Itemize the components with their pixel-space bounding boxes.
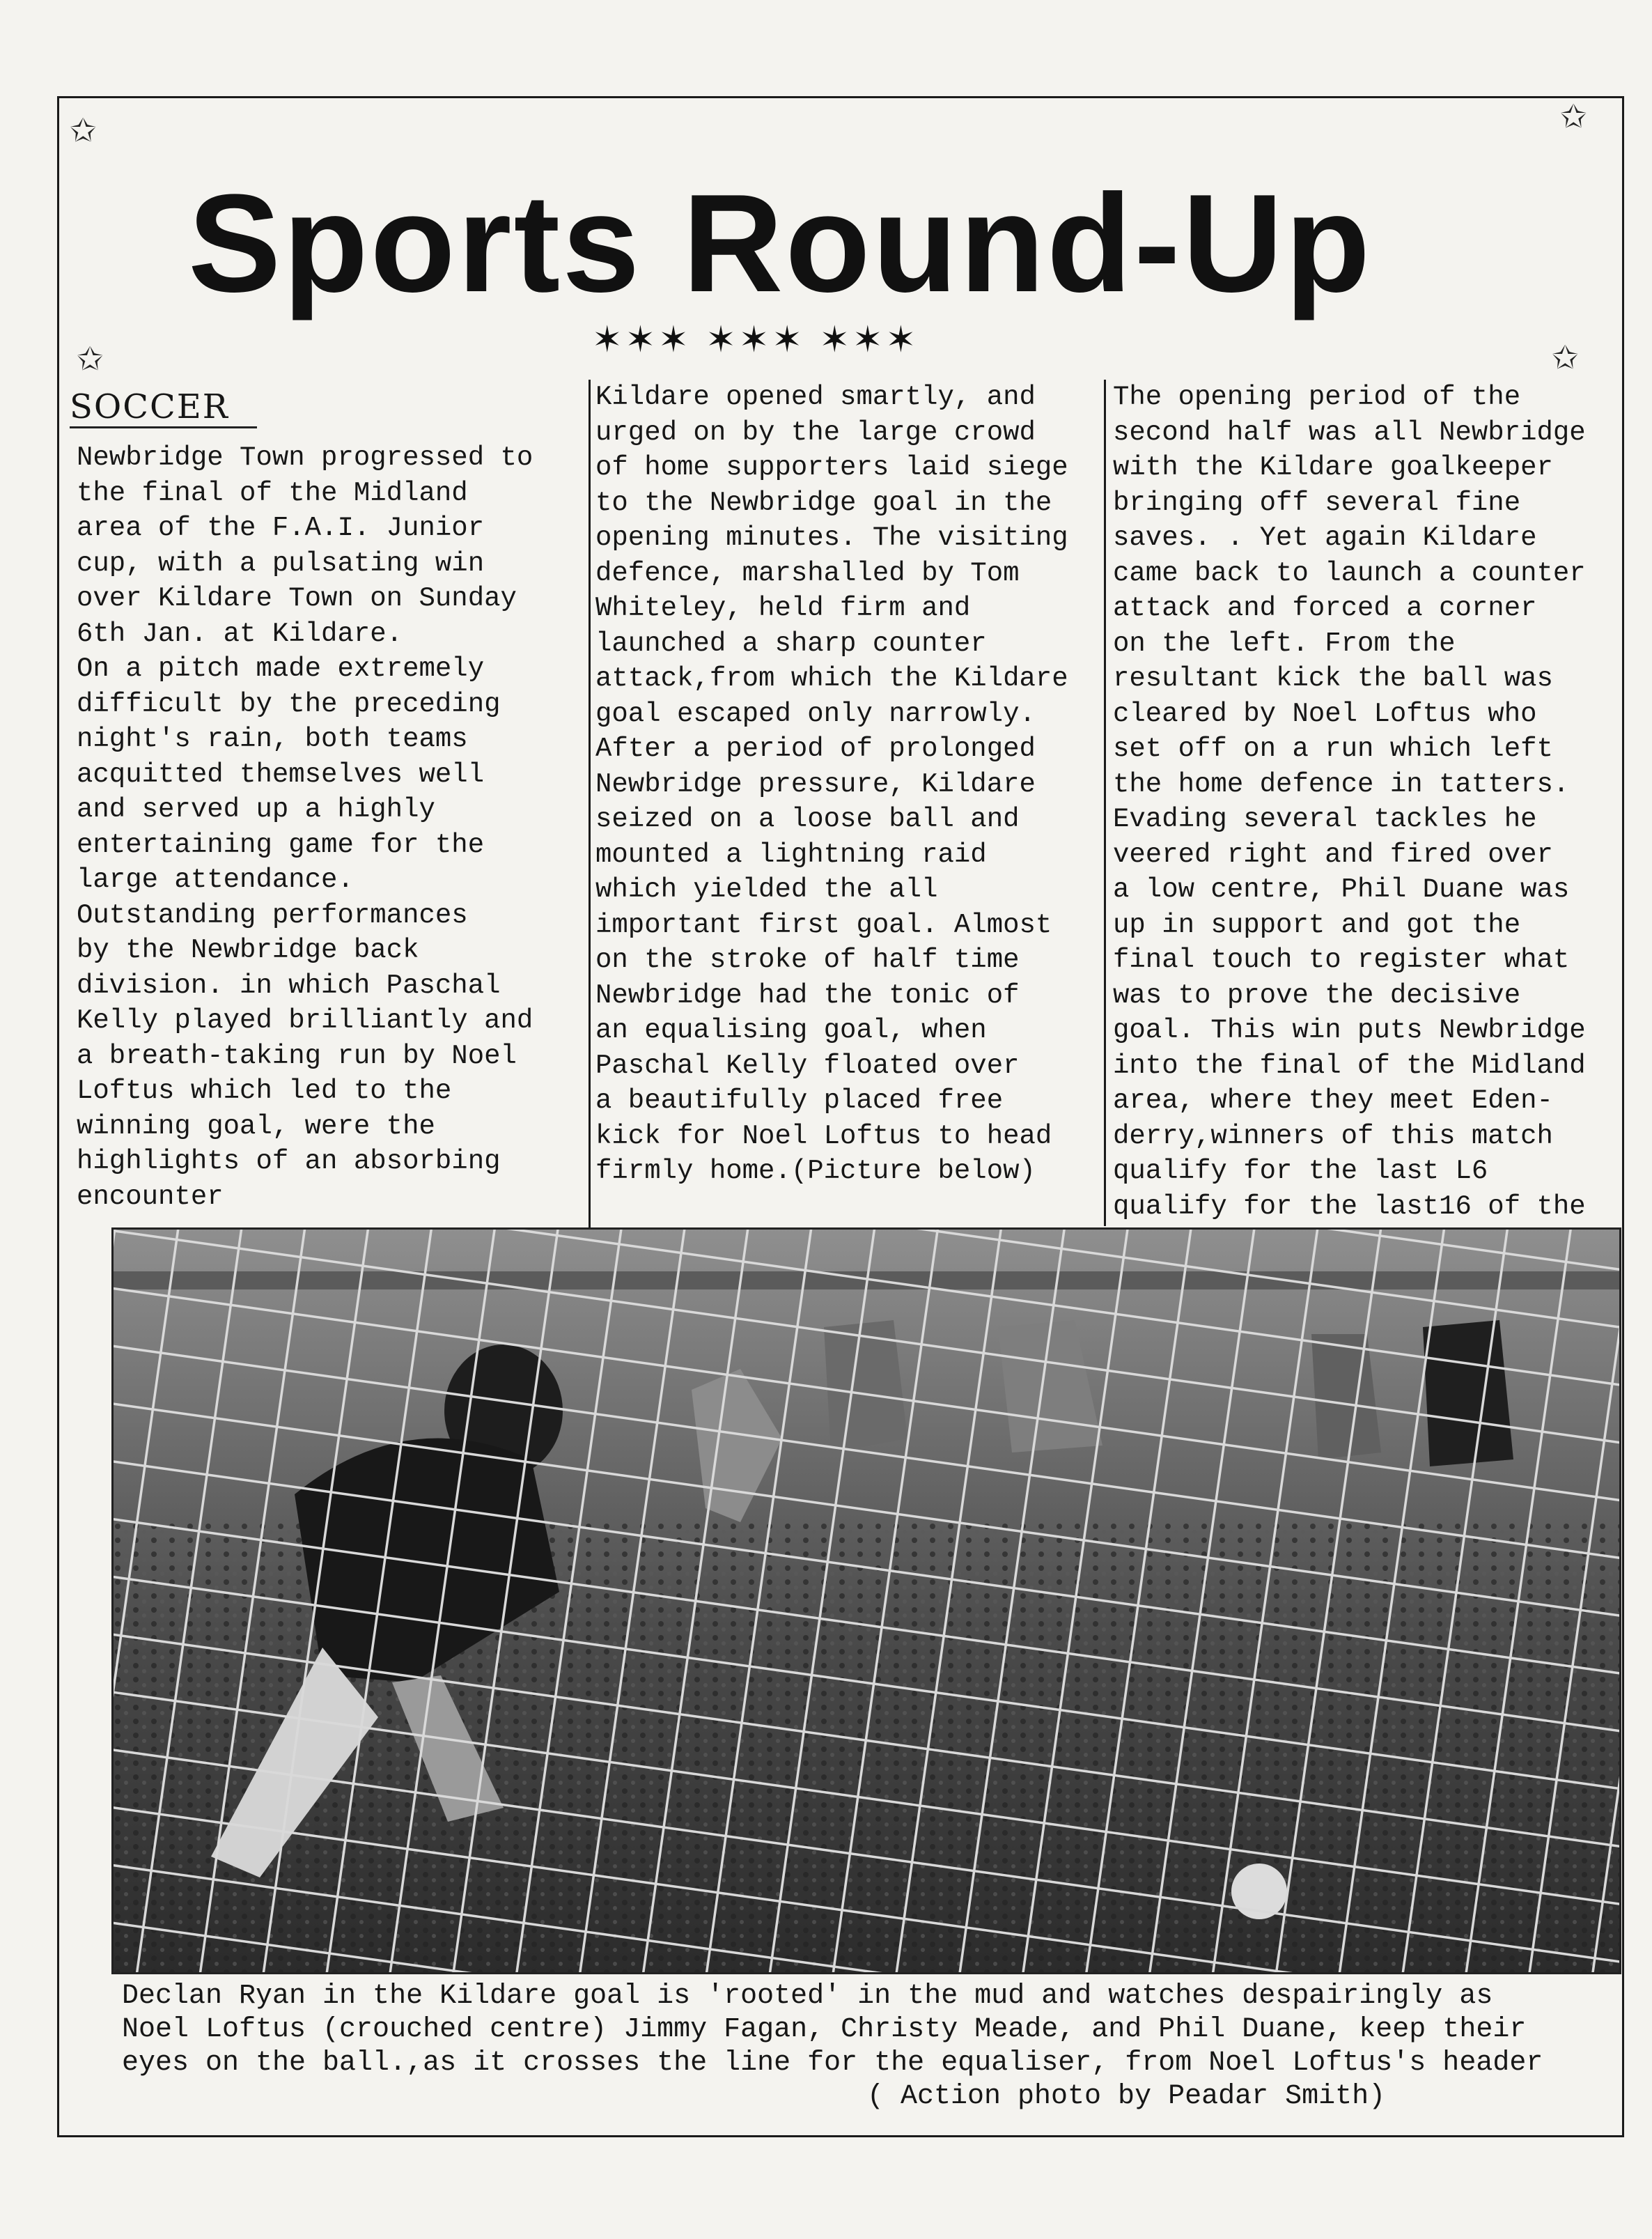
star-outline-icon: ✩ [1552, 339, 1579, 376]
text-line: launched a sharp counter [595, 628, 987, 659]
article-column-2 [595, 380, 1068, 1189]
text-line: Evading several tackles he [1113, 804, 1537, 835]
action-photo [111, 1227, 1621, 1974]
text-line: acquitted themselves well [77, 759, 485, 790]
text-line: Loftus which led to the [77, 1076, 452, 1106]
text-line: eyes on the ball.,as it crosses the line for the equaliser, from Noel Loftus's header [122, 2047, 1543, 2079]
text-line: Newbridge had the tonic of [595, 979, 1020, 1011]
text-line: set off on a run which left [1113, 734, 1553, 764]
text-line: with the Kildare goalkeeper [1113, 452, 1553, 483]
text-line: by the Newbridge back [77, 935, 419, 966]
text-line: bringing off several fine [1113, 487, 1521, 518]
text-line: Outstanding performances [77, 899, 468, 931]
text-line: goal escaped only narrowly. [595, 698, 1036, 729]
text-line: winning goal, were the [77, 1110, 435, 1142]
text-line: attack and forced a corner [1113, 593, 1537, 623]
text-line: and served up a highly [77, 794, 435, 825]
text-line: highlights of an absorbing [77, 1146, 501, 1177]
text-line: resultant kick the ball was [1113, 663, 1553, 694]
text-line: The opening period of the [1113, 382, 1521, 412]
text-line: up in support and got the [1113, 909, 1521, 940]
column-rule [589, 380, 591, 1230]
text-line: derry,winners of this match [1113, 1120, 1553, 1152]
star-outline-icon: ✩ [1560, 98, 1587, 135]
text-line: night's rain, both teams [77, 724, 468, 754]
text-line: into the final of the Midland [1113, 1050, 1586, 1081]
text-line: saves. . Yet again Kildare [1113, 522, 1537, 553]
page-title: Sports Round-Up [188, 166, 1373, 321]
text-line: mounted a lightning raid [595, 839, 987, 870]
text-line: final touch to register what [1113, 945, 1570, 975]
text-line: opening minutes. The visiting [595, 522, 1068, 553]
text-line: a breath-taking run by Noel [77, 1040, 517, 1071]
star-outline-icon: ✩ [77, 340, 104, 378]
section-heading: SOCCER [70, 387, 257, 428]
article-column-1 [77, 440, 533, 1214]
text-line: cup, with a pulsating win [77, 548, 485, 579]
photo-credit: ( Action photo by Peadar Smith) [867, 2081, 1386, 2112]
text-line: encounter [77, 1181, 224, 1212]
text-line: an equalising goal, when [595, 1015, 987, 1046]
text-line: difficult by the preceding [77, 688, 501, 720]
text-line: After a period of prolonged [595, 734, 1036, 764]
text-line: cleared by Noel Loftus who [1113, 698, 1537, 729]
text-line: of home supporters laid siege [595, 452, 1068, 483]
text-line: division. in which Paschal [77, 970, 501, 1001]
text-line: a beautifully placed free [595, 1085, 1004, 1116]
text-line: on the stroke of half time [595, 945, 1020, 975]
text-line: second half was all Newbridge [1113, 417, 1586, 448]
text-line: veered right and fired over [1113, 839, 1553, 870]
text-line: Newbridge pressure, Kildare [595, 768, 1036, 800]
text-line: qualify for the last16 of the [1113, 1191, 1586, 1222]
text-line: qualify for the last L6 [1113, 1156, 1488, 1186]
text-line: which yielded the all [595, 874, 938, 905]
text-line: firmly home.(Picture below) [595, 1156, 1036, 1186]
column-rule [1104, 380, 1106, 1226]
text-line: Newbridge Town progressed to [77, 442, 533, 473]
text-line: On a pitch made extremely [77, 653, 485, 684]
text-line: Paschal Kelly floated over [595, 1050, 1020, 1081]
text-line: goal. This win puts Newbridge [1113, 1015, 1586, 1046]
text-line: a low centre, Phil Duane was [1113, 874, 1570, 905]
text-line: Noel Loftus (crouched centre) Jimmy Fagan, Christy Meade, and Phil Duane, keep their [122, 2014, 1527, 2045]
text-line: Kildare opened smartly, and [595, 382, 1036, 412]
text-line: came back to launch a counter [1113, 557, 1586, 589]
text-line: Declan Ryan in the Kildare goal is 'rooted' in the mud and watches despairingly as [122, 1981, 1493, 2012]
text-line: on the left. From the [1113, 628, 1456, 659]
text-line: kick for Noel Loftus to head [595, 1120, 1052, 1152]
text-line: important first goal. Almost [595, 909, 1052, 940]
text-line: attack,from which the Kildare [595, 663, 1068, 694]
star-outline-icon: ✩ [70, 111, 97, 149]
text-line: seized on a loose ball and [595, 804, 1020, 835]
text-line: the home defence in tatters. [1113, 768, 1570, 800]
text-line: the final of the Midland [77, 477, 468, 509]
text-line: entertaining game for the [77, 829, 485, 860]
text-line: Kelly played brilliantly and [77, 1005, 533, 1036]
article-column-3 [1113, 380, 1586, 1260]
text-line: area of the F.A.I. Junior [77, 513, 485, 543]
text-line: area, where they meet Eden- [1113, 1085, 1553, 1116]
photo-caption [122, 1980, 1543, 2114]
text-line: was to prove the decisive [1113, 979, 1521, 1011]
text-line: over Kildare Town on Sunday [77, 583, 517, 614]
text-line: defence, marshalled by Tom [595, 557, 1020, 589]
text-line: Whiteley, held firm and [595, 593, 971, 623]
text-line: 6th Jan. at Kildare. [77, 618, 403, 649]
text-line: urged on by the large crowd [595, 417, 1036, 448]
text-line: to the Newbridge goal in the [595, 487, 1052, 518]
star-bullet-divider: ✶✶✶ ✶✶✶ ✶✶✶ [592, 319, 919, 361]
text-line: large attendance. [77, 865, 354, 895]
